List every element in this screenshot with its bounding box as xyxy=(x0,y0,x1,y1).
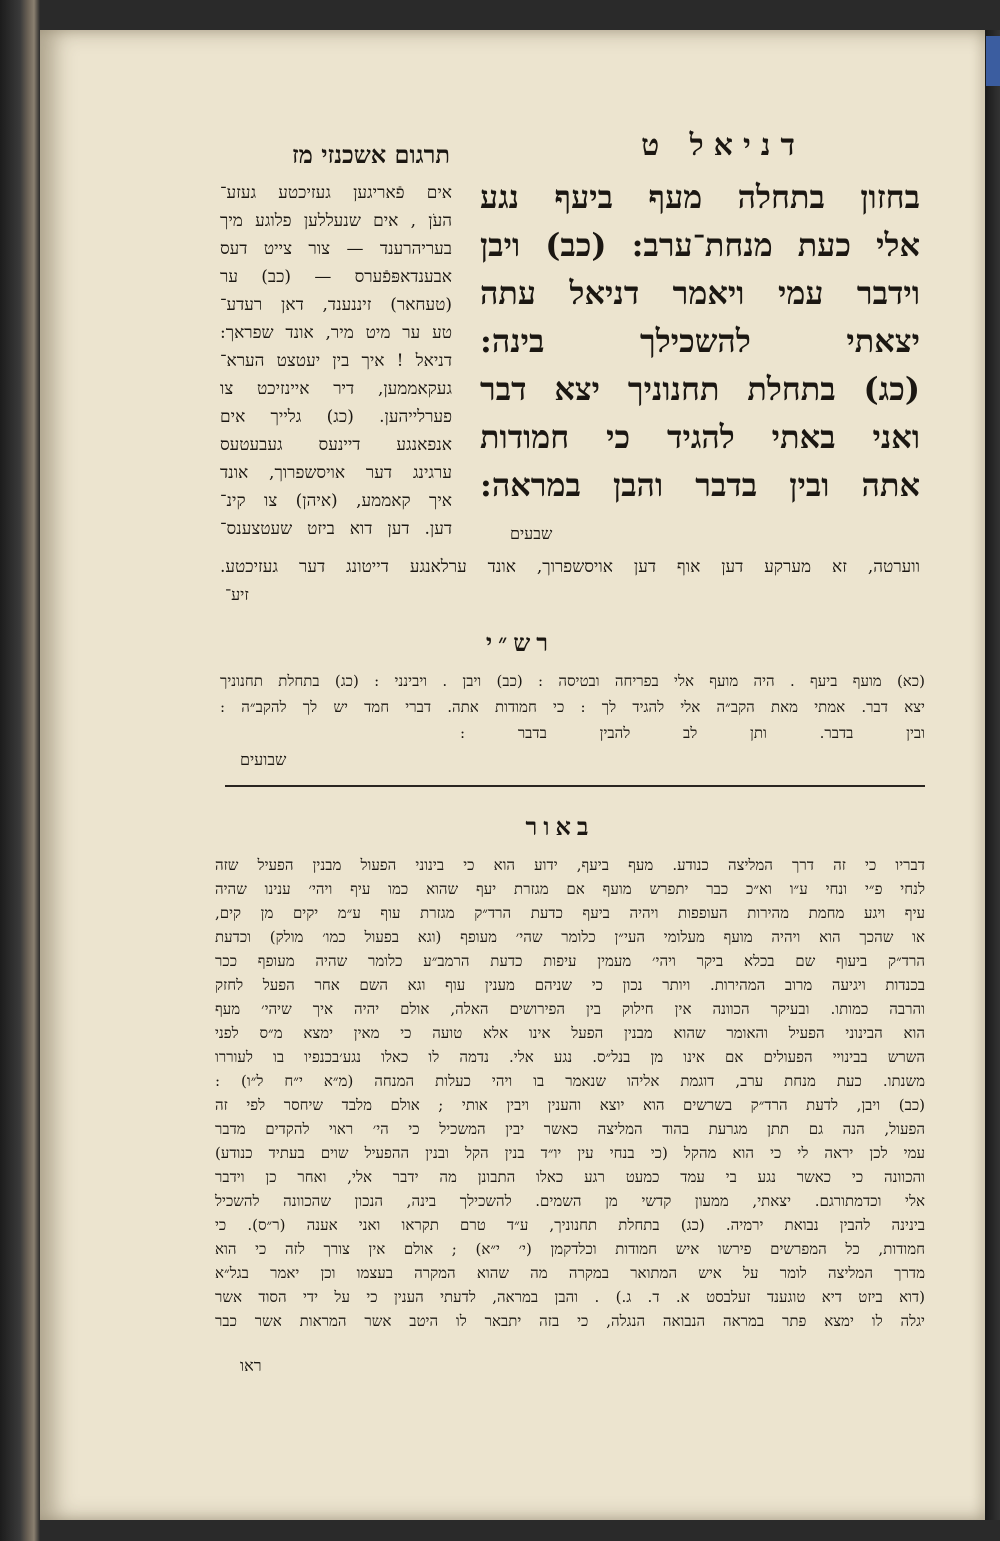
biur-line: יגלה לו ימצא פתר במראה הנבואה הנגלה, כי בזה יתבאר לו היטב אשר המראות אשר כבר xyxy=(215,1312,925,1330)
rashi-line: יצא דבר. אמתי מאת הקב״ה אלי להגיד לך : כי חמודות אתה. דברי חמד יש לך להקב״ה : xyxy=(220,698,925,716)
hebrew-line: אלי כעת מנחת־ערב: (כב) ויבן xyxy=(480,226,920,264)
hebrew-line: בחזון בתחלה מעף ביעף נגע xyxy=(480,178,920,216)
biur-line: עיף ויגע מחמת מהירות העופפות ויהיה ביעף כדעת הרד״ק מגזרת עוף ע״מ יקים מן קים, xyxy=(215,904,925,922)
yiddish-line: אבענדאפּפֿערס — (כב) ער xyxy=(220,267,452,287)
yiddish-continuation: ווערטה, זא מערקע דען אוף דען אויסשפרוך, אונד ערלאנגע דייטונג דער געזיכטע. xyxy=(220,557,920,577)
yiddish-line: דניאל ! איך בין יעטצט הערא־ xyxy=(220,351,452,371)
biur-line: אלי וכדמתורגם. יצאתי, ממעון קדשי מן השמים. להשכילך בינה, הנכון שהכוונה להשכיל xyxy=(215,1192,925,1210)
yiddish-line: טע ער מיט מיר, אונד שפראך: xyxy=(220,323,452,343)
biur-line: בכנדות ויגיעה מרוב המהירות. ויותר נכון כי שניהם מענין עוף וגא השם אחר הפעל לחזק xyxy=(215,976,925,994)
yiddish-line: געקאממען, דיר איינזיכט צו xyxy=(220,379,452,399)
yiddish-line: (טעחאר) זיננענד, דאן רעדע־ xyxy=(220,295,452,315)
hebrew-line: וידבר עמי ויאמר דניאל עתה xyxy=(480,274,920,312)
yiddish-line: אים פֿאריגען געזיכטע געזע־ xyxy=(220,183,452,203)
rashi-line: ובין בדבר. ותן לב להבין בדבר : xyxy=(460,724,925,742)
biur-line: הוא הבינוני הפעיל והאומר שהוא מבנין הפעל אינו אלא טועה כי מאין ימצא מ״ס לפני xyxy=(215,1024,925,1042)
biur-line: בינינה להבין נבואת ירמיה. (כג) בתחלת תחנוניך, ע״ד טרם תקראו ואני אענה (ר״ס). כי xyxy=(215,1216,925,1234)
section-divider xyxy=(225,785,925,787)
biur-line: והרבה כמותו. ובעיקר הכוונה אין חילוק בין הפירושים האלה, אולם יהיה איך שיהי׳ מעף xyxy=(215,1000,925,1018)
yiddish-line: איך קאממע, (איהן) צו קינ־ xyxy=(220,491,452,511)
biur-title: באור xyxy=(525,812,595,841)
yiddish-catchword: זיע־ xyxy=(225,585,249,604)
biur-line: משנתו. כעת מנחת ערב, דוגמת אליהו שנאמר בו ויהי כעלות המנחה (מ״א י״ח ל״ו) : xyxy=(215,1072,925,1090)
rashi-line: (כא) מועף ביעף . היה מועף אלי בפריחה ובטיסה : (כב) ויבן . ויבינני : (כג) בתחלת תחנוניך xyxy=(220,672,925,690)
biur-line: או שהכך הוא ויהיה מועף מעלומי העי״ן כלומר שהי׳ מעופף (וגא בפעול כמו׳ מולק) וכדעת xyxy=(215,928,925,946)
yiddish-line: דען. דען דוא ביזט שעטצענס־ xyxy=(220,519,452,539)
rashi-title: רש״י xyxy=(485,628,555,657)
hebrew-line: ואני באתי להגיד כי חמודות xyxy=(480,418,920,456)
biur-line: חמודות, כל המפרשים פירשו איש חמודות וכלדקמן (י׳ י״א) ; אולם אין צורך לזה כי הוא xyxy=(215,1240,925,1258)
targum-header: תרגום אשכנזי מז xyxy=(291,140,450,169)
right-page-edge xyxy=(985,30,1000,1520)
biur-line: השרש בבינויי הפעולים אם אינו מן בנל״ס. נגע אלי. נדמה לו כאלו נגע׳בכנפיו בו לעוררו xyxy=(215,1048,925,1066)
biur-line: (דוא ביזט דיא טוגענד זעלבסט א. ד. ג.) . והבן במראה, לדעתי הענין כי על ידי הסוד אשר xyxy=(215,1288,925,1306)
hebrew-line: אתה ובין בדבר והבן במראה: xyxy=(480,466,920,504)
yiddish-line: העֹן , אים שנעללען פלוגע מיך xyxy=(220,211,452,231)
biur-line: והכוונה כי כאשר נגע בי עמד כמעט רגע כאלו התבונן מה ידבר אלי, ואחר כן וידבר xyxy=(215,1168,925,1186)
biur-line: מדרך המליצה לומר על איש המתואר במקרה מה שהוא המקרה בעצמו וכן יאמר בגל״א xyxy=(215,1264,925,1282)
rashi-catchword: שבועים xyxy=(240,750,287,769)
biur-line: הפעול, הנה גם תתן מגרעת בהוד המליצה כאשר יבין המשכיל כי הי׳ ראוי להקדים מדבר xyxy=(215,1120,925,1138)
yiddish-line: בעריהרענד — צור צייט דעס xyxy=(220,239,452,259)
biur-line: עמי לכן יראה לי כי הוא מהקל (כי בנחי עין יו״ד בנין הקל ובנין ההפעיל שוים בעתיד כנודע) xyxy=(215,1144,925,1162)
yiddish-line: אנפאנגע דיינעס געבעטעס xyxy=(220,435,452,455)
biur-line: דבריו כי זה דרך המליצה כנודע. מעף ביעף, ידוע הוא כי בינוני הפעול מבנין הפעיל שזה xyxy=(215,856,925,874)
book-chapter-header: דניאל ט xyxy=(641,128,805,163)
yiddish-line: ערגינג דער אויסשפרוך, אונד xyxy=(220,463,452,483)
bookmark-ribbon xyxy=(986,36,1000,86)
hebrew-line: (כג) בתחלת תחנוניך יצא דבר xyxy=(480,370,920,408)
biur-catchword: ראו xyxy=(240,1356,262,1375)
yiddish-line: פערלייהען. (כג) גלייך אים xyxy=(220,407,452,427)
biur-line: הרד״ק ביעוף שם בכלא ביקר ויהי׳ מעמין עיפות כדעת הרמב״ע כלומר שהיה מעופף ככר xyxy=(215,952,925,970)
biur-line: לנחי פ״י ונחי ע״ו וא״כ כבר יתפרש מועף אם מגזרת יעף שהוא כמו עיף ויהי׳ ענינו שהיה xyxy=(215,880,925,898)
hebrew-line: יצאתי להשכילך בינה: xyxy=(480,322,920,360)
biur-line: (כב) ויבן, לדעת הרד״ק בשרשים הוא יוצא והענין ויבין אותי ; אולם מלבד שיחסר לפי זה xyxy=(215,1096,925,1114)
hebrew-catchword: שבעים xyxy=(510,524,553,543)
